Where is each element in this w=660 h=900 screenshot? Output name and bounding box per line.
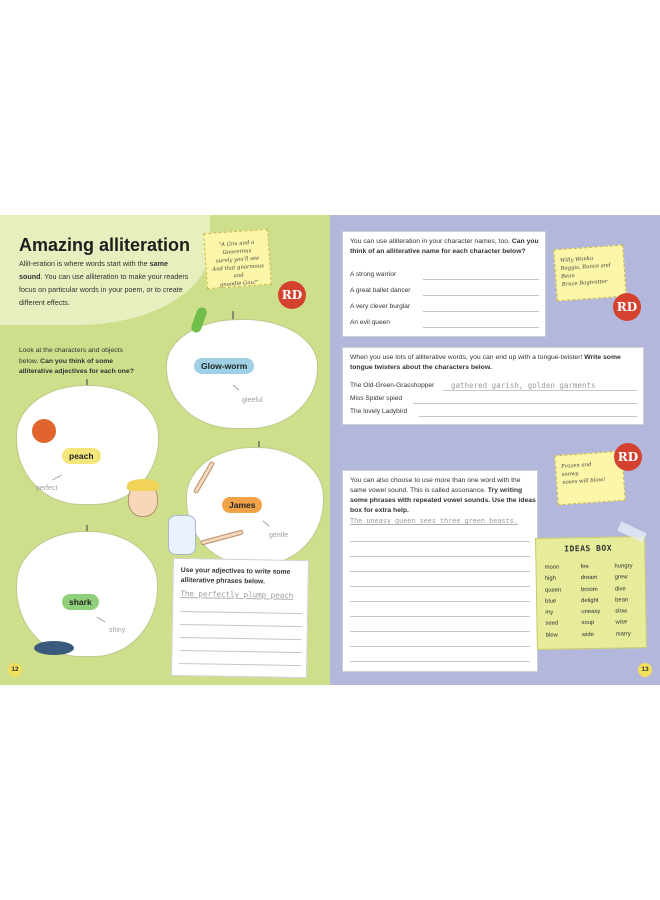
characters-prompt: Look at the characters and objects below. Can you think of some alliterative adjectives for each one? — [19, 347, 134, 375]
names-row: An evil queen — [350, 319, 390, 326]
peach-label: peach — [62, 448, 101, 464]
twister-answer: gathered garish, golden garments — [451, 381, 596, 390]
shark-adjective: shiny — [109, 627, 126, 634]
ideas-box — [535, 536, 647, 650]
assonance-example: The uneasy queen sees three green beasts. — [350, 517, 518, 525]
ideas-column: moon high queen blue my seed blew — [544, 564, 562, 639]
writing-line — [350, 646, 530, 647]
james-adjective: gentle — [269, 532, 289, 539]
apple-glow-worm — [166, 319, 318, 429]
writing-line — [350, 556, 530, 557]
james-label: James — [222, 497, 262, 513]
writing-line — [350, 571, 530, 572]
twister-paper — [342, 347, 644, 425]
writing-line — [179, 650, 301, 653]
frozen-note: Frozen and snowy noses will blow! — [554, 451, 625, 506]
names-row: A strong warrior — [350, 271, 397, 278]
twister-prompt: When you use lots of alliterative words, you can end up with a tongue-twister! Write some tongue twisters about the characters below. — [350, 354, 621, 371]
writing-line — [180, 624, 302, 627]
ideas-column: hungry grew dive bean slow wise marry — [614, 563, 633, 638]
answer-line — [423, 311, 539, 312]
names-row: A great ballet dancer — [350, 287, 411, 294]
writing-line — [350, 541, 530, 542]
book-spread — [0, 215, 660, 685]
twister-row: Miss Spider spied — [350, 395, 403, 402]
writing-line — [180, 637, 302, 640]
ideas-column: fire dream broom delight uneasy soup wide — [580, 564, 601, 638]
twister-row: The Old-Green-Grasshopper — [350, 382, 435, 389]
writing-line — [180, 611, 302, 614]
rd-badge: RD — [613, 293, 641, 321]
writing-line — [350, 631, 530, 632]
names-prompt: You can use alliteration in your character names, too. Can you think of an alliterative name for each character below? — [350, 238, 539, 255]
quote-note: "A Gnu and a Gnocerous surely you'll see And that gnormous and gnoodle Gnu!" — [203, 229, 272, 289]
answer-line — [423, 295, 539, 296]
page-number: 12 — [8, 663, 22, 677]
rd-badge: RD — [278, 281, 306, 309]
assonance-paper — [342, 470, 538, 672]
names-row: A very clever burglar — [350, 303, 411, 310]
writing-line — [350, 661, 530, 662]
writing-line — [350, 586, 530, 587]
shark-label: shark — [62, 594, 99, 610]
peach-adjective: perfect — [36, 485, 58, 492]
wonka-note: Willy Wonka Boggis, Bunce and Bean Bruce Bogtrotter — [553, 245, 626, 302]
right-page — [330, 215, 660, 685]
glow-worm-label: Glow-worm — [194, 358, 254, 374]
left-page — [0, 215, 330, 685]
twister-row: The lovely Ladybird — [350, 408, 408, 415]
james-hair — [127, 479, 159, 491]
writing-line — [350, 601, 530, 602]
answer-line — [423, 279, 539, 280]
rd-badge: RD — [614, 443, 642, 471]
answer-line — [413, 403, 637, 404]
answer-line — [419, 416, 637, 417]
phrases-prompt: Use your adjectives to write some alliterative phrases below. — [180, 566, 291, 586]
page-title: Amazing alliteration — [19, 235, 191, 255]
assonance-prompt: You can also choose to use more than one word with the same vowel sound. This is called assonance. Try writing some phrases with repeated vowel sounds. Use the ideas box for extra help. — [350, 477, 536, 514]
phrases-paper — [171, 558, 309, 678]
writing-line — [179, 663, 301, 666]
intro-text: Allit-eration is where words start with the same sound. You can use alliteration to make your readers focus on particular words in your poem, or to create different effects. — [19, 259, 189, 307]
writing-line — [350, 616, 530, 617]
peach-image — [32, 419, 56, 443]
ideas-title: IDEAS BOX — [564, 543, 613, 554]
names-paper — [342, 231, 546, 337]
glow-worm-adjective: gleeful — [242, 397, 263, 404]
answer-line — [443, 390, 637, 391]
james-body — [168, 515, 196, 555]
answer-line — [423, 327, 539, 328]
page-number: 13 — [638, 663, 652, 677]
shark-image — [34, 641, 74, 655]
phrases-example: The perfectly plump peach — [180, 588, 294, 600]
